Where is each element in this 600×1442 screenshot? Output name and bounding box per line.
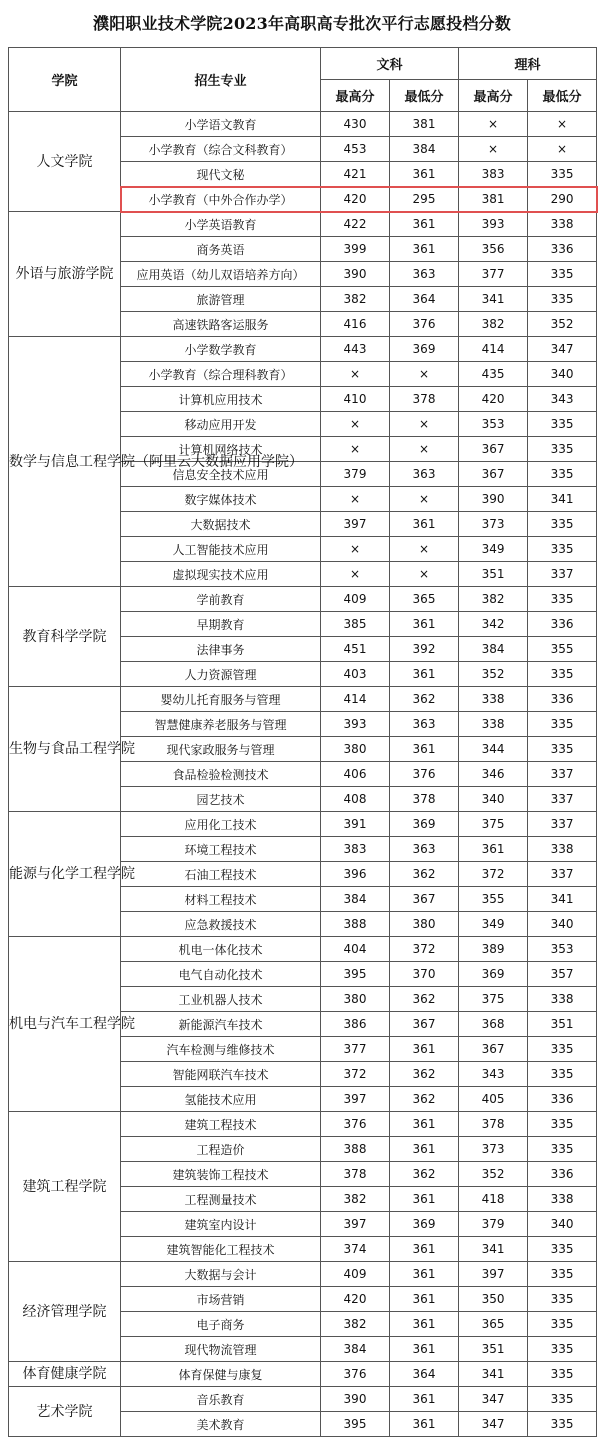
wenke-max-cell: × bbox=[321, 362, 390, 387]
like-max-cell: 351 bbox=[459, 562, 528, 587]
major-cell: 商务英语 bbox=[121, 237, 321, 262]
like-max-cell: 373 bbox=[459, 1137, 528, 1162]
major-cell: 虚拟现实技术应用 bbox=[121, 562, 321, 587]
wenke-min-cell: 380 bbox=[390, 912, 459, 937]
wenke-min-cell: 378 bbox=[390, 787, 459, 812]
major-cell: 机电一体化技术 bbox=[121, 937, 321, 962]
wenke-min-cell: 361 bbox=[390, 162, 459, 187]
wenke-min-cell: × bbox=[390, 437, 459, 462]
wenke-max-cell: 421 bbox=[321, 162, 390, 187]
like-max-cell: 341 bbox=[459, 1362, 528, 1387]
like-max-cell: 352 bbox=[459, 662, 528, 687]
major-cell: 应急救援技术 bbox=[121, 912, 321, 937]
like-min-cell: 337 bbox=[528, 862, 597, 887]
like-min-cell: 347 bbox=[528, 337, 597, 362]
major-cell: 旅游管理 bbox=[121, 287, 321, 312]
like-max-cell: 338 bbox=[459, 687, 528, 712]
major-cell: 小学语文教育 bbox=[121, 112, 321, 137]
like-max-cell: 355 bbox=[459, 887, 528, 912]
wenke-min-cell: 372 bbox=[390, 937, 459, 962]
like-min-cell: 357 bbox=[528, 962, 597, 987]
wenke-min-cell: 361 bbox=[390, 1337, 459, 1362]
wenke-min-cell: 363 bbox=[390, 462, 459, 487]
like-max-cell: 418 bbox=[459, 1187, 528, 1212]
like-min-cell: 337 bbox=[528, 812, 597, 837]
like-min-cell: 335 bbox=[528, 1112, 597, 1137]
like-max-cell: 347 bbox=[459, 1412, 528, 1437]
like-max-cell: 367 bbox=[459, 1037, 528, 1062]
table-row bbox=[9, 1262, 597, 1287]
wenke-max-cell: 384 bbox=[321, 1337, 390, 1362]
college-cell: 外语与旅游学院 bbox=[9, 212, 121, 337]
like-max-cell: 341 bbox=[459, 1237, 528, 1262]
like-min-cell: 338 bbox=[528, 1187, 597, 1212]
wenke-max-cell: 374 bbox=[321, 1237, 390, 1262]
like-max-cell: 405 bbox=[459, 1087, 528, 1112]
like-max-cell: 390 bbox=[459, 487, 528, 512]
wenke-max-cell: 420 bbox=[321, 187, 390, 212]
wenke-max-cell: 386 bbox=[321, 1012, 390, 1037]
major-cell: 建筑工程技术 bbox=[121, 1112, 321, 1137]
major-cell: 数字媒体技术 bbox=[121, 487, 321, 512]
wenke-max-cell: 384 bbox=[321, 887, 390, 912]
major-cell: 建筑室内设计 bbox=[121, 1212, 321, 1237]
wenke-max-cell: 382 bbox=[321, 1312, 390, 1337]
wenke-max-cell: 451 bbox=[321, 637, 390, 662]
wenke-max-cell: 395 bbox=[321, 1412, 390, 1437]
like-max-cell: 379 bbox=[459, 1212, 528, 1237]
like-max-cell: 340 bbox=[459, 787, 528, 812]
like-min-cell: 335 bbox=[528, 262, 597, 287]
table-row bbox=[9, 212, 597, 237]
table-row bbox=[9, 687, 597, 712]
like-max-cell: 389 bbox=[459, 937, 528, 962]
like-min-cell: 335 bbox=[528, 1412, 597, 1437]
major-cell: 美术教育 bbox=[121, 1412, 321, 1437]
table-row bbox=[9, 1387, 597, 1412]
like-min-cell: 336 bbox=[528, 1087, 597, 1112]
wenke-min-cell: 361 bbox=[390, 1412, 459, 1437]
table-row bbox=[9, 812, 597, 837]
wenke-max-cell: 378 bbox=[321, 1162, 390, 1187]
wenke-min-cell: 361 bbox=[390, 1287, 459, 1312]
wenke-min-header: 最低分 bbox=[390, 80, 459, 112]
like-min-cell: 343 bbox=[528, 387, 597, 412]
wenke-min-cell: 376 bbox=[390, 762, 459, 787]
like-min-cell: 335 bbox=[528, 662, 597, 687]
major-cell: 小学教育（中外合作办学） bbox=[121, 187, 321, 212]
admission-score-table bbox=[8, 47, 597, 1437]
major-cell: 市场营销 bbox=[121, 1287, 321, 1312]
wenke-min-cell: 295 bbox=[390, 187, 459, 212]
like-max-cell: 414 bbox=[459, 337, 528, 362]
wenke-min-cell: × bbox=[390, 362, 459, 387]
wenke-max-cell: 397 bbox=[321, 512, 390, 537]
wenke-min-cell: 378 bbox=[390, 387, 459, 412]
wenke-min-cell: 361 bbox=[390, 512, 459, 537]
like-min-header: 最低分 bbox=[528, 80, 597, 112]
like-max-cell: 347 bbox=[459, 1387, 528, 1412]
wenke-min-cell: 367 bbox=[390, 1012, 459, 1037]
wenke-max-cell: 404 bbox=[321, 937, 390, 962]
like-max-cell: × bbox=[459, 112, 528, 137]
wenke-min-cell: 361 bbox=[390, 1037, 459, 1062]
college-cell: 数学与信息工程学院（阿里云大数据应用学院） bbox=[9, 337, 121, 587]
like-max-cell: 375 bbox=[459, 812, 528, 837]
major-cell: 应用英语（幼儿双语培养方向） bbox=[121, 262, 321, 287]
wenke-min-cell: 362 bbox=[390, 862, 459, 887]
wenke-max-cell: 376 bbox=[321, 1112, 390, 1137]
like-min-cell: 335 bbox=[528, 1037, 597, 1062]
wenke-max-cell: 382 bbox=[321, 1187, 390, 1212]
wenke-min-cell: × bbox=[390, 412, 459, 437]
like-max-cell: 367 bbox=[459, 462, 528, 487]
college-cell: 体育健康学院 bbox=[9, 1362, 121, 1387]
major-cell: 工业机器人技术 bbox=[121, 987, 321, 1012]
wenke-min-cell: 361 bbox=[390, 662, 459, 687]
like-min-cell: 336 bbox=[528, 687, 597, 712]
major-cell: 高速铁路客运服务 bbox=[121, 312, 321, 337]
major-cell: 计算机网络技术 bbox=[121, 437, 321, 462]
like-max-cell: 343 bbox=[459, 1062, 528, 1087]
page-title: 濮阳职业技术学院2023年高职高专批次平行志愿投档分数 bbox=[93, 14, 511, 33]
major-cell: 材料工程技术 bbox=[121, 887, 321, 912]
wenke-min-cell: 364 bbox=[390, 1362, 459, 1387]
major-cell: 人工智能技术应用 bbox=[121, 537, 321, 562]
wenke-max-cell: × bbox=[321, 412, 390, 437]
wenke-min-cell: 362 bbox=[390, 1162, 459, 1187]
wenke-max-cell: 395 bbox=[321, 962, 390, 987]
wenke-max-cell: × bbox=[321, 487, 390, 512]
wenke-max-cell: 397 bbox=[321, 1087, 390, 1112]
like-min-cell: 338 bbox=[528, 987, 597, 1012]
like-min-cell: 335 bbox=[528, 162, 597, 187]
like-min-cell: 335 bbox=[528, 412, 597, 437]
wenke-min-cell: 369 bbox=[390, 1212, 459, 1237]
like-max-cell: 384 bbox=[459, 637, 528, 662]
like-min-cell: 335 bbox=[528, 1237, 597, 1262]
like-max-cell: 369 bbox=[459, 962, 528, 987]
wenke-min-cell: 367 bbox=[390, 887, 459, 912]
like-max-cell: 381 bbox=[459, 187, 528, 212]
wenke-max-cell: 380 bbox=[321, 987, 390, 1012]
like-max-cell: 373 bbox=[459, 512, 528, 537]
wenke-min-cell: 361 bbox=[390, 1112, 459, 1137]
wenke-min-cell: 363 bbox=[390, 712, 459, 737]
wenke-min-cell: 362 bbox=[390, 1062, 459, 1087]
wenke-min-cell: 361 bbox=[390, 1262, 459, 1287]
major-cell: 移动应用开发 bbox=[121, 412, 321, 437]
wenke-max-cell: 408 bbox=[321, 787, 390, 812]
major-cell: 体育保健与康复 bbox=[121, 1362, 321, 1387]
like-min-cell: 355 bbox=[528, 637, 597, 662]
major-cell: 计算机应用技术 bbox=[121, 387, 321, 412]
like-min-cell: 351 bbox=[528, 1012, 597, 1037]
like-min-cell: 335 bbox=[528, 712, 597, 737]
wenke-min-cell: 363 bbox=[390, 837, 459, 862]
wenke-min-cell: 361 bbox=[390, 1387, 459, 1412]
wenke-min-cell: 370 bbox=[390, 962, 459, 987]
like-min-cell: 336 bbox=[528, 237, 597, 262]
like-max-cell: 356 bbox=[459, 237, 528, 262]
college-cell: 经济管理学院 bbox=[9, 1262, 121, 1362]
major-cell: 智慧健康养老服务与管理 bbox=[121, 712, 321, 737]
wenke-max-cell: 382 bbox=[321, 287, 390, 312]
like-max-cell: 365 bbox=[459, 1312, 528, 1337]
like-min-cell: × bbox=[528, 112, 597, 137]
college-cell: 教育科学学院 bbox=[9, 587, 121, 687]
wenke-max-cell: 409 bbox=[321, 587, 390, 612]
major-cell: 电气自动化技术 bbox=[121, 962, 321, 987]
like-min-cell: 335 bbox=[528, 287, 597, 312]
wenke-max-cell: 453 bbox=[321, 137, 390, 162]
major-cell: 早期教育 bbox=[121, 612, 321, 637]
major-cell: 人力资源管理 bbox=[121, 662, 321, 687]
major-cell: 环境工程技术 bbox=[121, 837, 321, 862]
major-cell: 学前教育 bbox=[121, 587, 321, 612]
wenke-max-cell: 409 bbox=[321, 1262, 390, 1287]
like-min-cell: 335 bbox=[528, 1337, 597, 1362]
college-cell: 生物与食品工程学院 bbox=[9, 687, 121, 812]
like-max-cell: 397 bbox=[459, 1262, 528, 1287]
wenke-max-cell: 399 bbox=[321, 237, 390, 262]
table-row bbox=[9, 1362, 597, 1387]
major-cell: 婴幼儿托育服务与管理 bbox=[121, 687, 321, 712]
wenke-min-cell: 362 bbox=[390, 687, 459, 712]
like-max-cell: 378 bbox=[459, 1112, 528, 1137]
wenke-max-cell: 393 bbox=[321, 712, 390, 737]
wenke-max-cell: 416 bbox=[321, 312, 390, 337]
college-cell: 机电与汽车工程学院 bbox=[9, 937, 121, 1112]
wenke-max-cell: 443 bbox=[321, 337, 390, 362]
wenke-min-cell: 362 bbox=[390, 987, 459, 1012]
like-max-cell: 372 bbox=[459, 862, 528, 887]
wenke-min-cell: 361 bbox=[390, 1137, 459, 1162]
wenke-max-cell: 422 bbox=[321, 212, 390, 237]
college-header: 学院 bbox=[9, 48, 121, 112]
like-min-cell: 336 bbox=[528, 1162, 597, 1187]
major-cell: 建筑智能化工程技术 bbox=[121, 1237, 321, 1262]
like-max-cell: 353 bbox=[459, 412, 528, 437]
like-min-cell: 340 bbox=[528, 362, 597, 387]
like-min-cell: 336 bbox=[528, 612, 597, 637]
wenke-min-cell: 363 bbox=[390, 262, 459, 287]
wenke-max-cell: 406 bbox=[321, 762, 390, 787]
wenke-max-cell: 414 bbox=[321, 687, 390, 712]
like-max-cell: 350 bbox=[459, 1287, 528, 1312]
major-cell: 园艺技术 bbox=[121, 787, 321, 812]
like-max-cell: 342 bbox=[459, 612, 528, 637]
like-min-cell: 335 bbox=[528, 587, 597, 612]
like-max-cell: 361 bbox=[459, 837, 528, 862]
wenke-min-cell: 361 bbox=[390, 612, 459, 637]
like-min-cell: 335 bbox=[528, 1262, 597, 1287]
major-cell: 小学数学教育 bbox=[121, 337, 321, 362]
wenke-max-cell: 403 bbox=[321, 662, 390, 687]
major-cell: 应用化工技术 bbox=[121, 812, 321, 837]
wenke-max-cell: 397 bbox=[321, 1212, 390, 1237]
like-header: 理科 bbox=[459, 48, 597, 80]
college-cell: 艺术学院 bbox=[9, 1387, 121, 1437]
major-cell: 小学英语教育 bbox=[121, 212, 321, 237]
like-max-cell: 346 bbox=[459, 762, 528, 787]
like-max-cell: 435 bbox=[459, 362, 528, 387]
like-max-cell: 382 bbox=[459, 312, 528, 337]
table-row bbox=[9, 937, 597, 962]
like-min-cell: 290 bbox=[528, 187, 597, 212]
like-min-cell: 353 bbox=[528, 937, 597, 962]
wenke-min-cell: 362 bbox=[390, 1087, 459, 1112]
like-max-header: 最高分 bbox=[459, 80, 528, 112]
like-min-cell: 335 bbox=[528, 512, 597, 537]
college-cell: 能源与化学工程学院 bbox=[9, 812, 121, 937]
wenke-min-cell: 392 bbox=[390, 637, 459, 662]
like-max-cell: 344 bbox=[459, 737, 528, 762]
major-cell: 石油工程技术 bbox=[121, 862, 321, 887]
like-min-cell: 338 bbox=[528, 212, 597, 237]
major-cell: 食品检验检测技术 bbox=[121, 762, 321, 787]
major-header: 招生专业 bbox=[121, 48, 321, 112]
like-min-cell: 335 bbox=[528, 1362, 597, 1387]
wenke-header: 文科 bbox=[321, 48, 459, 80]
wenke-max-cell: 376 bbox=[321, 1362, 390, 1387]
like-min-cell: 335 bbox=[528, 1312, 597, 1337]
like-max-cell: 383 bbox=[459, 162, 528, 187]
wenke-min-cell: 376 bbox=[390, 312, 459, 337]
major-cell: 氢能技术应用 bbox=[121, 1087, 321, 1112]
major-cell: 现代家政服务与管理 bbox=[121, 737, 321, 762]
wenke-max-cell: 420 bbox=[321, 1287, 390, 1312]
wenke-min-cell: 361 bbox=[390, 1312, 459, 1337]
like-max-cell: 352 bbox=[459, 1162, 528, 1187]
like-min-cell: 340 bbox=[528, 912, 597, 937]
wenke-min-cell: × bbox=[390, 487, 459, 512]
table-row bbox=[9, 337, 597, 362]
wenke-max-header: 最高分 bbox=[321, 80, 390, 112]
like-min-cell: 335 bbox=[528, 1287, 597, 1312]
header-row-1 bbox=[9, 48, 597, 80]
table-body bbox=[9, 112, 597, 1437]
wenke-min-cell: 365 bbox=[390, 587, 459, 612]
major-cell: 现代文秘 bbox=[121, 162, 321, 187]
like-min-cell: 340 bbox=[528, 1212, 597, 1237]
wenke-min-cell: 369 bbox=[390, 337, 459, 362]
major-cell: 新能源汽车技术 bbox=[121, 1012, 321, 1037]
major-cell: 信息安全技术应用 bbox=[121, 462, 321, 487]
like-min-cell: 335 bbox=[528, 1137, 597, 1162]
wenke-max-cell: 388 bbox=[321, 1137, 390, 1162]
wenke-max-cell: 379 bbox=[321, 462, 390, 487]
like-min-cell: 337 bbox=[528, 562, 597, 587]
college-cell: 建筑工程学院 bbox=[9, 1112, 121, 1262]
like-min-cell: 335 bbox=[528, 462, 597, 487]
like-min-cell: 335 bbox=[528, 1387, 597, 1412]
wenke-max-cell: 396 bbox=[321, 862, 390, 887]
major-cell: 音乐教育 bbox=[121, 1387, 321, 1412]
wenke-min-cell: 381 bbox=[390, 112, 459, 137]
wenke-max-cell: 377 bbox=[321, 1037, 390, 1062]
wenke-min-cell: × bbox=[390, 562, 459, 587]
like-min-cell: 341 bbox=[528, 887, 597, 912]
wenke-min-cell: 361 bbox=[390, 1237, 459, 1262]
wenke-min-cell: 369 bbox=[390, 812, 459, 837]
table-row bbox=[9, 587, 597, 612]
like-max-cell: 367 bbox=[459, 437, 528, 462]
like-max-cell: 377 bbox=[459, 262, 528, 287]
like-max-cell: 338 bbox=[459, 712, 528, 737]
like-max-cell: 393 bbox=[459, 212, 528, 237]
like-max-cell: 341 bbox=[459, 287, 528, 312]
wenke-max-cell: 372 bbox=[321, 1062, 390, 1087]
wenke-min-cell: 361 bbox=[390, 212, 459, 237]
wenke-max-cell: 390 bbox=[321, 1387, 390, 1412]
wenke-max-cell: 390 bbox=[321, 262, 390, 287]
major-cell: 现代物流管理 bbox=[121, 1337, 321, 1362]
wenke-max-cell: 383 bbox=[321, 837, 390, 862]
wenke-max-cell: 410 bbox=[321, 387, 390, 412]
like-min-cell: 335 bbox=[528, 1062, 597, 1087]
major-cell: 汽车检测与维修技术 bbox=[121, 1037, 321, 1062]
wenke-min-cell: 384 bbox=[390, 137, 459, 162]
major-cell: 智能网联汽车技术 bbox=[121, 1062, 321, 1087]
wenke-max-cell: 391 bbox=[321, 812, 390, 837]
like-min-cell: × bbox=[528, 137, 597, 162]
major-cell: 电子商务 bbox=[121, 1312, 321, 1337]
college-cell: 人文学院 bbox=[9, 112, 121, 212]
like-max-cell: × bbox=[459, 137, 528, 162]
like-max-cell: 375 bbox=[459, 987, 528, 1012]
wenke-min-cell: 361 bbox=[390, 1187, 459, 1212]
like-max-cell: 368 bbox=[459, 1012, 528, 1037]
major-cell: 工程测量技术 bbox=[121, 1187, 321, 1212]
like-max-cell: 351 bbox=[459, 1337, 528, 1362]
wenke-min-cell: 364 bbox=[390, 287, 459, 312]
major-cell: 法律事务 bbox=[121, 637, 321, 662]
like-max-cell: 349 bbox=[459, 537, 528, 562]
major-cell: 建筑装饰工程技术 bbox=[121, 1162, 321, 1187]
table-row bbox=[9, 1112, 597, 1137]
wenke-max-cell: 430 bbox=[321, 112, 390, 137]
major-cell: 工程造价 bbox=[121, 1137, 321, 1162]
major-cell: 小学教育（综合理科教育） bbox=[121, 362, 321, 387]
wenke-max-cell: × bbox=[321, 562, 390, 587]
like-min-cell: 337 bbox=[528, 762, 597, 787]
major-cell: 大数据技术 bbox=[121, 512, 321, 537]
wenke-max-cell: 380 bbox=[321, 737, 390, 762]
wenke-min-cell: 361 bbox=[390, 737, 459, 762]
like-min-cell: 337 bbox=[528, 787, 597, 812]
like-min-cell: 335 bbox=[528, 437, 597, 462]
major-cell: 大数据与会计 bbox=[121, 1262, 321, 1287]
like-min-cell: 341 bbox=[528, 487, 597, 512]
like-min-cell: 335 bbox=[528, 737, 597, 762]
wenke-max-cell: 388 bbox=[321, 912, 390, 937]
like-max-cell: 420 bbox=[459, 387, 528, 412]
wenke-min-cell: × bbox=[390, 537, 459, 562]
like-min-cell: 338 bbox=[528, 837, 597, 862]
table-row bbox=[9, 112, 597, 137]
wenke-min-cell: 361 bbox=[390, 237, 459, 262]
major-cell: 小学教育（综合文科教育） bbox=[121, 137, 321, 162]
like-min-cell: 335 bbox=[528, 537, 597, 562]
wenke-max-cell: 385 bbox=[321, 612, 390, 637]
like-min-cell: 352 bbox=[528, 312, 597, 337]
like-max-cell: 382 bbox=[459, 587, 528, 612]
wenke-max-cell: × bbox=[321, 437, 390, 462]
wenke-max-cell: × bbox=[321, 537, 390, 562]
like-max-cell: 349 bbox=[459, 912, 528, 937]
